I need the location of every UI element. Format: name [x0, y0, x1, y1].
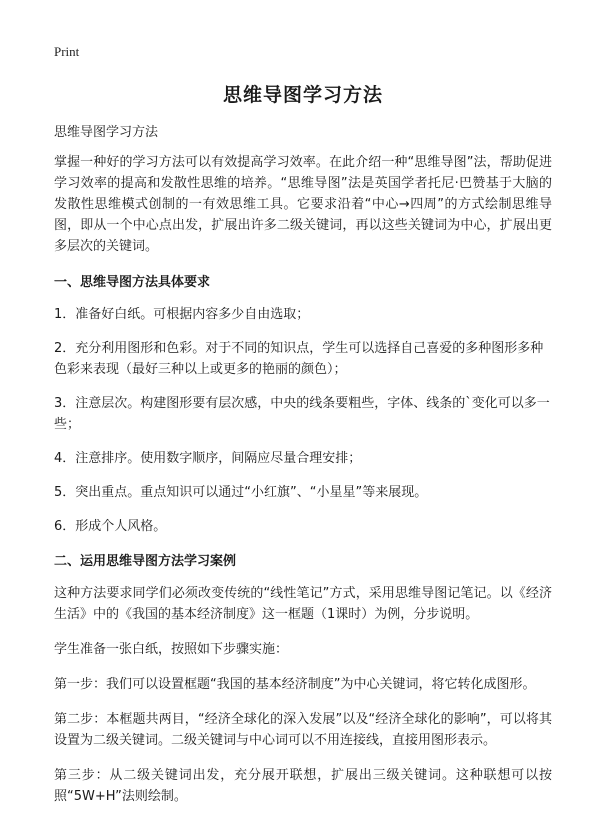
step-paragraph: 第三步：从二级关键词出发，充分展开联想，扩展出三级关键词。这种联想可以按照“5W+H”法则绘制。 — [54, 768, 552, 804]
document-subtitle: 思维导图学习方法 — [54, 125, 159, 140]
case-paragraph: 这种方法要求同学们必须改变传统的“线性笔记”方式，采用思维导图记笔记。以《经济生活》中的《我国的基本经济制度》这一框题（1课时）为例，分步说明。 — [54, 586, 552, 622]
list-item: 6．形成个人风格。 — [54, 519, 167, 534]
list-item: 5．突出重点。重点知识可以通过“小红旗”、“小星星”等来展现。 — [54, 485, 428, 500]
section-heading-case: 二、运用思维导图方法学习案例 — [54, 554, 237, 569]
list-item: 2．充分利用图形和色彩。对于不同的知识点，学生可以选择自己喜爱的多种图形多种色彩来表现（最好三种以上或更多的艳丽的颜色）； — [54, 341, 544, 377]
list-item: 4．注意排序。使用数字顺序，间隔应尽量合理安排； — [54, 451, 362, 466]
section-heading-requirements: 一、思维导图方法具体要求 — [54, 275, 211, 290]
page-title: 思维导图学习方法 — [222, 84, 383, 106]
intro-paragraph: 掌握一种好的学习方法可以有效提高学习效率。在此介绍一种“思维导图”法，帮助促进学习效率的提高和发散性思维的培养。“思维导图”法是英国学者托尼·巴赞基于大脑的发散性思维模式创制的一有效思维工具。它要求沿着“中心→四周”的方式绘制思维导图，即从一个中心点出发，扩展出许多二级关键词，再以这些关键词为中心，扩展出更多层次的关键词。 — [54, 155, 552, 254]
print-link[interactable]: Print — [54, 44, 80, 59]
list-item: 3．注意层次。构建图形要有层次感，中央的线条要粗些，字体、线条的`变化可以多一些； — [54, 396, 550, 432]
case-paragraph: 学生准备一张白纸，按照如下步骤实施： — [54, 642, 289, 657]
step-paragraph: 第一步：我们可以设置框题“我国的基本经济制度”为中心关键词，将它转化成图形。 — [54, 677, 536, 692]
list-item: 1．准备好白纸。可根据内容多少自由选取； — [54, 307, 310, 322]
step-paragraph: 第二步：本框题共两目，“经济全球化的深入发展”以及“经济全球化的影响”，可以将其设置为二级关键词。二级关键词与中心词可以不用连接线，直接用图形表示。 — [54, 712, 552, 748]
